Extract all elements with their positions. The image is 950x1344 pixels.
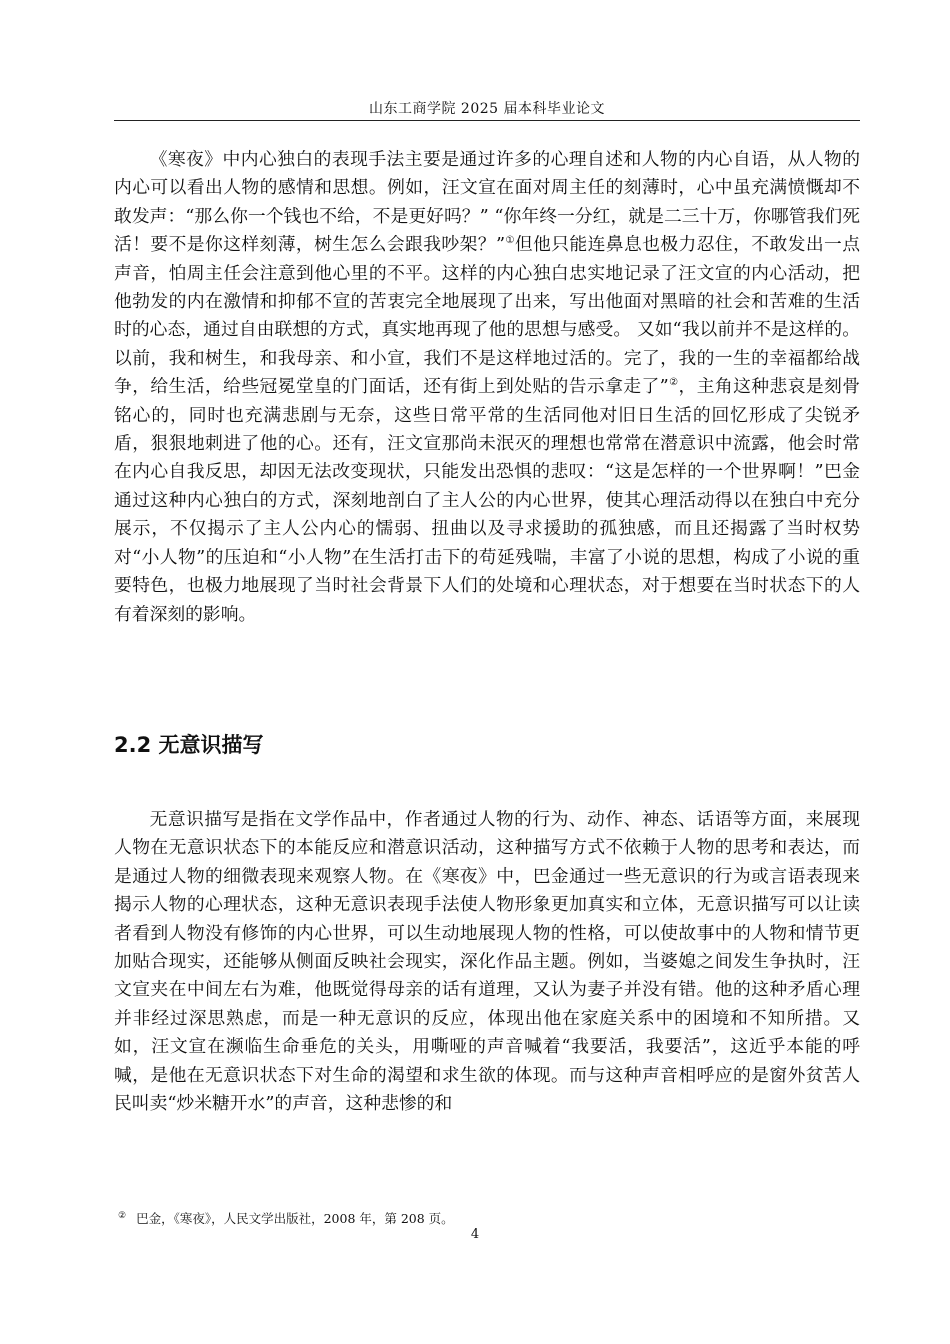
body-paragraph-unconscious: [114, 806, 860, 1118]
page-number: 4: [470, 1227, 480, 1242]
footnote-ref-1: ①: [505, 235, 515, 247]
running-header: 山东工商学院 2025 届本科毕业论文: [368, 101, 606, 117]
paragraph: [114, 146, 860, 629]
footnote-text: 巴金，《寒夜》，人民文学出版社，2008 年，第 208 页。: [136, 1211, 454, 1226]
paragraph-text: 但他只能连鼻息也极力忍住，不敢发出一点声音，怕周主任会注意到他心里的不平。这样的内心独白忠实地记录了汪文宣的内心活动，把他勃发的内在激情和抑郁不宣的苦衷完全地展现了出来，写出他面对黑暗的社会和苦难的生活时的心态，通过自由联想的方式，真实地再现了他的思想与感受。 又如“我以前并不是这样的。以前，我和树生，和我母亲、和小宣，我们不是这样地过活的。完了，我的一生的幸福都给战争，给生活，给些冠冕堂皇的门面话，还有街上到处贴的告示拿走了”: [114, 234, 860, 398]
header-rule: [114, 120, 860, 121]
section-heading: 2.2 无意识描写: [114, 733, 264, 757]
paragraph-text: 《寒夜》中内心独白的表现手法主要是通过许多的心理自述和人物的内心自语，从人物的内心可以看出人物的感情和思想。例如，汪文宣在面对周主任的刻薄时，心中虽充满愤慨却不敢发声：“那么你一个钱也不给，不是更好吗？” “你年终一分红，就是二三十万，你哪管我们死活！要不是你这样刻薄，树生怎么会跟我吵架？”: [114, 149, 860, 256]
paragraph-text: ，主角这种悲哀是刻骨铭心的，同时也充满悲剧与无奈，这些日常平常的生活同他对旧日生活的回忆形成了尖锐矛盾，狠狠地刺进了他的心。还有，汪文宣那尚未泯灭的理想也常常在潜意识中流露，他会时常在内心自我反思，却因无法改变现状，只能发出恐惧的悲叹：“这是怎样的一个世界啊！”巴金通过这种内心独白的方式，深刻地剖白了主人公的内心世界，使其心理活动得以在独白中充分展示，不仅揭示了主人公内心的懦弱、扭曲以及寻求援助的孤独感，而且还揭露了当时权势对“小人物”的压迫和“小人物”在生活打击下的苟延残喘，丰富了小说的思想，构成了小说的重要特色，也极力地展现了当时社会背景下人们的处境和心理状态，对于想要在当时状态下的人有着深刻的影响。: [114, 376, 860, 625]
footnote: [118, 1211, 454, 1227]
footnote-ref-2: ②: [668, 377, 679, 389]
body-paragraph-inner-monologue: [114, 146, 860, 629]
footnote-mark: ②: [118, 1211, 127, 1221]
paragraph: 无意识描写是指在文学作品中，作者通过人物的行为、动作、神态、话语等方面，来展现人物在无意识状态下的本能反应和潜意识活动，这种描写方式不依赖于人物的思考和表达，而是通过人物的细微表现来观察人物。在《寒夜》中，巴金通过一些无意识的行为或言语表现来揭示人物的心理状态，这种无意识表现手法使人物形象更加真实和立体，无意识描写可以让读者看到人物没有修饰的内心世界，可以生动地展现人物的性格，可以使故事中的人物和情节更加贴合现实，还能够从侧面反映社会现实，深化作品主题。例如，当婆媳之间发生争执时，汪文宣夹在中间左右为难，他既觉得母亲的话有道理，又认为妻子并没有错。他的这种矛盾心理并非经过深思熟虑，而是一种无意识的反应，体现出他在家庭关系中的困境和不知所措。又如，汪文宣在濒临生命垂危的关头，用嘶哑的声音喊着“我要活，我要活”，这近乎本能的呼喊，是他在无意识状态下对生命的渴望和求生欲的体现。而与这种声音相呼应的是窗外贫苦人民叫卖“炒米糖开水”的声音，这种悲惨的和: [114, 809, 860, 1115]
